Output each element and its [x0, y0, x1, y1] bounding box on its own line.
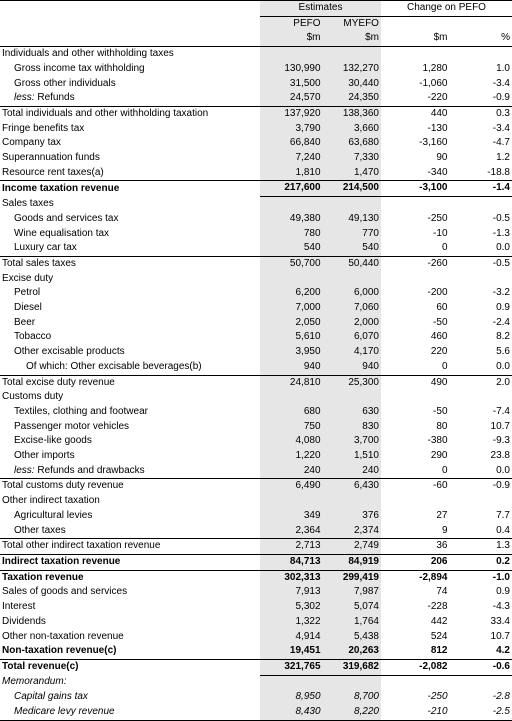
- table-row: [0, 585, 512, 600]
- table-row: [0, 77, 512, 92]
- table-row: [0, 539, 512, 555]
- value-pct: -1.3: [450, 227, 512, 242]
- row-label: Individuals and other withholding taxes: [0, 47, 260, 62]
- row-label: Gross income tax withholding: [0, 62, 260, 77]
- value-change: 80: [381, 420, 450, 435]
- value-myefo: [323, 390, 381, 405]
- row-label: Capital gains tax: [0, 690, 260, 705]
- value-pefo: 2,050: [260, 316, 322, 331]
- row-label: Customs duty: [0, 390, 260, 405]
- value-pct: -1.4: [450, 181, 512, 197]
- value-pct: [450, 272, 512, 287]
- value-change: 74: [381, 585, 450, 600]
- value-myefo: 84,919: [323, 555, 381, 571]
- value-pct: -2.4: [450, 316, 512, 331]
- value-pct: 1.2: [450, 151, 512, 166]
- value-change: 524: [381, 630, 450, 645]
- value-pct: -0.9: [450, 91, 512, 106]
- value-pefo: 84,713: [260, 555, 322, 571]
- value-pct: -1.0: [450, 570, 512, 585]
- value-myefo: 20,263: [323, 644, 381, 659]
- table-row: [0, 524, 512, 539]
- value-myefo: 30,440: [323, 77, 381, 92]
- table-row: [0, 301, 512, 316]
- table-row: [0, 420, 512, 435]
- value-pct: -4.3: [450, 600, 512, 615]
- value-change: -380: [381, 434, 450, 449]
- value-change: 0: [381, 241, 450, 256]
- value-pefo: [260, 494, 322, 509]
- row-label: Fringe benefits tax: [0, 122, 260, 137]
- table-row: [0, 555, 512, 571]
- value-pct: 23.8: [450, 449, 512, 464]
- value-pefo: 50,700: [260, 256, 322, 271]
- value-change: 0: [381, 360, 450, 375]
- table-row: [0, 181, 512, 197]
- row-label: less: Refunds: [0, 91, 260, 106]
- value-change: [381, 494, 450, 509]
- value-pefo: 4,914: [260, 630, 322, 645]
- value-pct: -0.5: [450, 256, 512, 271]
- value-pefo: 3,790: [260, 122, 322, 137]
- row-label: Wine equalisation tax: [0, 227, 260, 242]
- value-myefo: 24,350: [323, 91, 381, 106]
- header-unit-change: $m: [381, 31, 450, 46]
- value-pct: -3.4: [450, 77, 512, 92]
- value-change: -340: [381, 166, 450, 181]
- table-row: [0, 316, 512, 331]
- value-change: -50: [381, 316, 450, 331]
- value-myefo: 6,430: [323, 479, 381, 494]
- table-row: [0, 600, 512, 615]
- value-myefo: 940: [323, 360, 381, 375]
- value-change: -10: [381, 227, 450, 242]
- value-change: 490: [381, 375, 450, 390]
- value-pefo: 130,990: [260, 62, 322, 77]
- row-label: Other excisable products: [0, 345, 260, 360]
- header-change: Change on PEFO: [381, 1, 512, 17]
- value-myefo: 2,000: [323, 316, 381, 331]
- row-label: Petrol: [0, 286, 260, 301]
- value-change: -2,894: [381, 570, 450, 585]
- value-myefo: [323, 47, 381, 62]
- row-label: Diesel: [0, 301, 260, 316]
- value-pct: 33.4: [450, 615, 512, 630]
- value-myefo: 6,000: [323, 286, 381, 301]
- table-row: [0, 136, 512, 151]
- header-unit-myefo: $m: [323, 31, 381, 46]
- value-pct: 1.0: [450, 62, 512, 77]
- table-row: [0, 659, 512, 675]
- table-row: [0, 615, 512, 630]
- value-pct: [450, 675, 512, 690]
- value-myefo: 770: [323, 227, 381, 242]
- value-pct: 10.7: [450, 630, 512, 645]
- row-label: Total sales taxes: [0, 256, 260, 271]
- value-pct: [450, 197, 512, 212]
- value-change: -130: [381, 122, 450, 137]
- table-row: [0, 62, 512, 77]
- value-myefo: 25,300: [323, 375, 381, 390]
- value-pct: 10.7: [450, 420, 512, 435]
- value-pefo: 5,302: [260, 600, 322, 615]
- value-change: -228: [381, 600, 450, 615]
- value-pefo: [260, 197, 322, 212]
- table-row: [0, 570, 512, 585]
- value-change: -250: [381, 212, 450, 227]
- value-pefo: 349: [260, 509, 322, 524]
- value-myefo: 8,220: [323, 705, 381, 720]
- value-pct: [450, 390, 512, 405]
- value-pct: -18.8: [450, 166, 512, 181]
- value-myefo: 630: [323, 405, 381, 420]
- row-label: Total excise duty revenue: [0, 375, 260, 390]
- value-myefo: 1,764: [323, 615, 381, 630]
- row-label: less: Refunds and drawbacks: [0, 464, 260, 479]
- table-row: [0, 464, 512, 479]
- value-pct: -0.9: [450, 479, 512, 494]
- row-label: Medicare levy revenue: [0, 705, 260, 720]
- value-change: 220: [381, 345, 450, 360]
- value-pct: 0.2: [450, 555, 512, 571]
- value-myefo: 6,070: [323, 330, 381, 345]
- row-label: Gross other individuals: [0, 77, 260, 92]
- value-change: -250: [381, 690, 450, 705]
- value-pefo: 24,570: [260, 91, 322, 106]
- value-myefo: 7,330: [323, 151, 381, 166]
- row-label: Agricultural levies: [0, 509, 260, 524]
- row-label: Resource rent taxes(a): [0, 166, 260, 181]
- value-myefo: [323, 494, 381, 509]
- header-myefo: MYEFO: [323, 16, 381, 31]
- value-change: -260: [381, 256, 450, 271]
- row-label: Goods and services tax: [0, 212, 260, 227]
- value-pefo: 750: [260, 420, 322, 435]
- table-row: [0, 197, 512, 212]
- table-row: [0, 227, 512, 242]
- value-pct: 1.3: [450, 539, 512, 555]
- value-myefo: [323, 272, 381, 287]
- table-row: [0, 509, 512, 524]
- value-change: -3,100: [381, 181, 450, 197]
- row-label: Luxury car tax: [0, 241, 260, 256]
- table-row: [0, 375, 512, 390]
- table-row: [0, 434, 512, 449]
- value-myefo: 63,680: [323, 136, 381, 151]
- value-myefo: 5,438: [323, 630, 381, 645]
- value-pct: 0.4: [450, 524, 512, 539]
- value-pct: 0.9: [450, 585, 512, 600]
- row-label: Company tax: [0, 136, 260, 151]
- value-pefo: 217,600: [260, 181, 322, 197]
- value-myefo: 240: [323, 464, 381, 479]
- value-pct: 0.3: [450, 106, 512, 121]
- value-pct: -0.6: [450, 659, 512, 675]
- value-myefo: [323, 675, 381, 690]
- value-pct: -4.7: [450, 136, 512, 151]
- table-row: [0, 644, 512, 659]
- value-change: [381, 390, 450, 405]
- value-pct: -3.2: [450, 286, 512, 301]
- row-label: Tobacco: [0, 330, 260, 345]
- value-pefo: 5,610: [260, 330, 322, 345]
- header-row-units: [0, 31, 512, 46]
- value-change: -50: [381, 405, 450, 420]
- table-row: [0, 449, 512, 464]
- row-label: Total individuals and other withholding taxation: [0, 106, 260, 121]
- value-change: 1,280: [381, 62, 450, 77]
- row-label: Sales taxes: [0, 197, 260, 212]
- value-myefo: 2,374: [323, 524, 381, 539]
- table-row: [0, 690, 512, 705]
- table-row: [0, 360, 512, 375]
- table-row: [0, 122, 512, 137]
- value-pefo: 940: [260, 360, 322, 375]
- value-myefo: 4,170: [323, 345, 381, 360]
- value-pefo: 240: [260, 464, 322, 479]
- header-estimates: Estimates: [260, 1, 381, 17]
- value-pct: 7.7: [450, 509, 512, 524]
- value-pct: 5.6: [450, 345, 512, 360]
- table-row: [0, 272, 512, 287]
- table-row: [0, 390, 512, 405]
- table-row: [0, 705, 512, 720]
- value-pct: 0.9: [450, 301, 512, 316]
- value-change: 290: [381, 449, 450, 464]
- table-row: [0, 330, 512, 345]
- value-pefo: 6,490: [260, 479, 322, 494]
- row-label: Total revenue(c): [0, 659, 260, 675]
- value-change: -200: [381, 286, 450, 301]
- value-pct: 8.2: [450, 330, 512, 345]
- value-myefo: 138,360: [323, 106, 381, 121]
- value-pct: 4.2: [450, 644, 512, 659]
- value-change: 440: [381, 106, 450, 121]
- value-pefo: 2,713: [260, 539, 322, 555]
- value-change: -3,160: [381, 136, 450, 151]
- value-myefo: 7,987: [323, 585, 381, 600]
- header-row-columns: [0, 16, 512, 31]
- table-row: [0, 405, 512, 420]
- value-pct: -7.4: [450, 405, 512, 420]
- value-pefo: 4,080: [260, 434, 322, 449]
- value-change: 442: [381, 615, 450, 630]
- value-myefo: 49,130: [323, 212, 381, 227]
- table-row: [0, 494, 512, 509]
- value-pefo: 19,451: [260, 644, 322, 659]
- value-myefo: 319,682: [323, 659, 381, 675]
- value-change: -1,060: [381, 77, 450, 92]
- value-change: 27: [381, 509, 450, 524]
- value-myefo: 214,500: [323, 181, 381, 197]
- table-row: [0, 479, 512, 494]
- value-change: -60: [381, 479, 450, 494]
- header-pefo: PEFO: [260, 16, 322, 31]
- table-row: [0, 212, 512, 227]
- row-label: Interest: [0, 600, 260, 615]
- row-label: Memorandum:: [0, 675, 260, 690]
- value-pefo: 302,313: [260, 570, 322, 585]
- value-change: 9: [381, 524, 450, 539]
- value-pefo: [260, 675, 322, 690]
- row-label: Superannuation funds: [0, 151, 260, 166]
- row-label: Dividends: [0, 615, 260, 630]
- row-label: Taxation revenue: [0, 570, 260, 585]
- table-row: [0, 256, 512, 271]
- table-row: [0, 91, 512, 106]
- value-pefo: 31,500: [260, 77, 322, 92]
- header-unit-pefo: $m: [260, 31, 322, 46]
- value-pefo: 540: [260, 241, 322, 256]
- row-label: Textiles, clothing and footwear: [0, 405, 260, 420]
- value-pefo: 8,950: [260, 690, 322, 705]
- table-row: [0, 286, 512, 301]
- value-pefo: 321,765: [260, 659, 322, 675]
- row-label: Indirect taxation revenue: [0, 555, 260, 571]
- table-row: [0, 106, 512, 121]
- value-change: -210: [381, 705, 450, 720]
- value-myefo: 132,270: [323, 62, 381, 77]
- value-myefo: 2,749: [323, 539, 381, 555]
- row-label: Income taxation revenue: [0, 181, 260, 197]
- value-pefo: 7,913: [260, 585, 322, 600]
- value-pct: [450, 494, 512, 509]
- row-label: Total customs duty revenue: [0, 479, 260, 494]
- value-pefo: 780: [260, 227, 322, 242]
- value-change: 0: [381, 464, 450, 479]
- table-row: [0, 630, 512, 645]
- value-pefo: 6,200: [260, 286, 322, 301]
- value-change: 460: [381, 330, 450, 345]
- value-pct: 2.0: [450, 375, 512, 390]
- value-myefo: 50,440: [323, 256, 381, 271]
- value-pct: -0.5: [450, 212, 512, 227]
- value-pct: 0.0: [450, 360, 512, 375]
- value-pefo: [260, 390, 322, 405]
- value-pefo: 7,000: [260, 301, 322, 316]
- value-myefo: [323, 197, 381, 212]
- table-row: [0, 675, 512, 690]
- value-change: 90: [381, 151, 450, 166]
- value-change: [381, 675, 450, 690]
- value-pct: 0.0: [450, 241, 512, 256]
- value-pefo: 1,220: [260, 449, 322, 464]
- row-label: Passenger motor vehicles: [0, 420, 260, 435]
- value-myefo: 7,060: [323, 301, 381, 316]
- row-label: Beer: [0, 316, 260, 331]
- row-label: Non-taxation revenue(c): [0, 644, 260, 659]
- row-label: Other indirect taxation: [0, 494, 260, 509]
- value-change: [381, 272, 450, 287]
- value-myefo: 299,419: [323, 570, 381, 585]
- value-myefo: 1,470: [323, 166, 381, 181]
- table-row: [0, 345, 512, 360]
- value-myefo: 3,700: [323, 434, 381, 449]
- table-row: [0, 241, 512, 256]
- value-pct: -2.8: [450, 690, 512, 705]
- value-change: -2,082: [381, 659, 450, 675]
- value-myefo: 5,074: [323, 600, 381, 615]
- value-change: 36: [381, 539, 450, 555]
- value-pefo: 680: [260, 405, 322, 420]
- header-row-groups: [0, 1, 512, 17]
- value-pefo: 24,810: [260, 375, 322, 390]
- header-empty: [0, 1, 260, 17]
- row-label: Sales of goods and services: [0, 585, 260, 600]
- value-change: -220: [381, 91, 450, 106]
- table-row: [0, 47, 512, 62]
- value-pefo: 1,322: [260, 615, 322, 630]
- value-pefo: [260, 47, 322, 62]
- row-label: Of which: Other excisable beverages(b): [0, 360, 260, 375]
- value-pct: 0.0: [450, 464, 512, 479]
- value-pefo: [260, 272, 322, 287]
- value-pct: -9.3: [450, 434, 512, 449]
- value-myefo: 376: [323, 509, 381, 524]
- value-myefo: 1,510: [323, 449, 381, 464]
- table-row: [0, 151, 512, 166]
- header-unit-pct: %: [450, 31, 512, 46]
- value-pefo: 49,380: [260, 212, 322, 227]
- value-pct: [450, 47, 512, 62]
- value-myefo: 3,660: [323, 122, 381, 137]
- row-label: Total other indirect taxation revenue: [0, 539, 260, 555]
- row-label: Other taxes: [0, 524, 260, 539]
- table-row: [0, 166, 512, 181]
- value-pct: -3.4: [450, 122, 512, 137]
- value-pct: -2.5: [450, 705, 512, 720]
- value-change: 206: [381, 555, 450, 571]
- value-change: 60: [381, 301, 450, 316]
- row-label: Excise duty: [0, 272, 260, 287]
- value-myefo: 830: [323, 420, 381, 435]
- value-change: 812: [381, 644, 450, 659]
- value-change: [381, 197, 450, 212]
- value-myefo: 8,700: [323, 690, 381, 705]
- value-pefo: 7,240: [260, 151, 322, 166]
- row-label: Other non-taxation revenue: [0, 630, 260, 645]
- value-pefo: 3,950: [260, 345, 322, 360]
- value-change: [381, 47, 450, 62]
- row-label: Excise-like goods: [0, 434, 260, 449]
- value-pefo: 1,810: [260, 166, 322, 181]
- value-pefo: 2,364: [260, 524, 322, 539]
- value-pefo: 8,430: [260, 705, 322, 720]
- row-label: Other imports: [0, 449, 260, 464]
- value-pefo: 137,920: [260, 106, 322, 121]
- value-myefo: 540: [323, 241, 381, 256]
- value-pefo: 66,840: [260, 136, 322, 151]
